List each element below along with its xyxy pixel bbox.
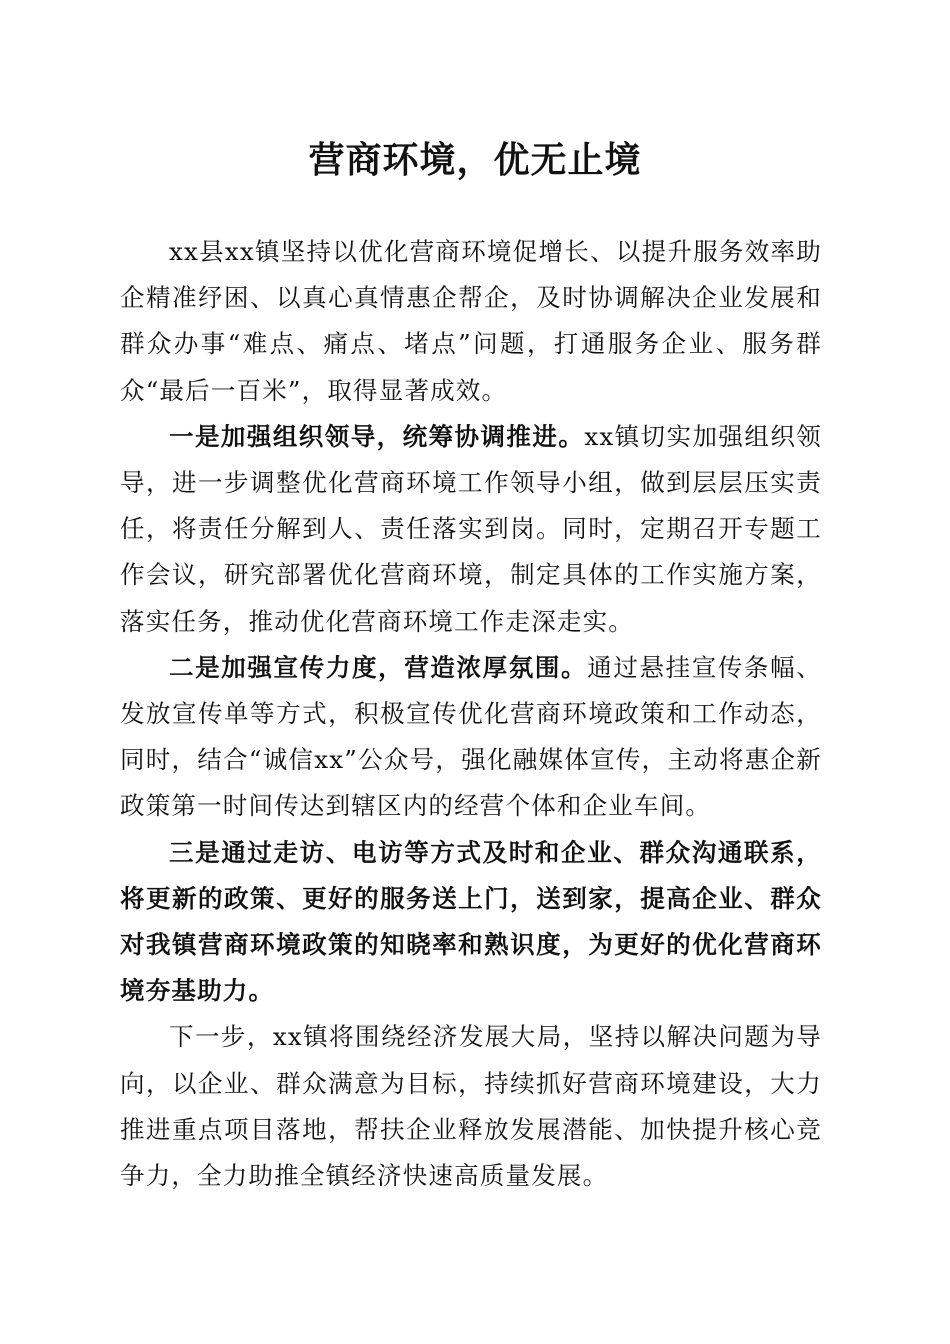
paragraph-text: xx县xx镇坚持以优化营商环境促增长、以提升服务效率助企精准纾困、以真心真情惠企帮企，及时协调解决企业发展和群众办事“难点、痛点、堵点”问题，打通服务企业、服务群众“最后一百米”，取得显著成效。 [120, 237, 822, 405]
paragraph-text: 下一步，xx镇将围绕经济发展大局，坚持以解决问题为导向，以企业、群众满意为目标，持续抓好营商环境建设，大力推进重点项目落地，帮扶企业释放发展潜能、加快提升核心竞争力，全力助推全镇经济快速高质量发展。 [120, 1022, 822, 1191]
paragraph-lead: 三是通过走访、电访等方式及时和企业、群众沟通联系，将更新的政策、更好的服务送上门，送到家，提高企业、群众对我镇营商环境政策的知晓率和熟识度，为更好的优化营商环境夯基助力。 [120, 837, 822, 1006]
paragraph-lead: 二是加强宣传力度，营造浓厚氛围。 [169, 652, 588, 682]
document-title: 营商环境，优无止境 [308, 139, 642, 181]
paragraph-intro [120, 229, 822, 414]
document-body [120, 229, 822, 1199]
paragraph-lead: 一是加强组织领导，统筹协调推进。 [169, 421, 585, 451]
paragraph-text: xx镇切实加强组织领导，进一步调整优化营商环境工作领导小组，做到层层压实责任，将责任分解到人、责任落实到岗。同时，定期召开专题工作会议，研究部署优化营商环境，制定具体的工作实施方案，落实任务，推动优化营商环境工作走深走实。 [120, 421, 822, 636]
paragraph-point-1 [120, 414, 822, 645]
paragraph-next-steps [120, 1014, 822, 1199]
paragraph-point-2 [120, 645, 822, 830]
paragraph-point-3 [120, 830, 822, 1015]
paragraph-text: 通过悬挂宣传条幅、发放宣传单等方式，积极宣传优化营商环境政策和工作动态，同时，结合“诚信xx”公众号，强化融媒体宣传，主动将惠企新政策第一时间传达到辖区内的经营个体和企业车间。 [120, 652, 822, 821]
